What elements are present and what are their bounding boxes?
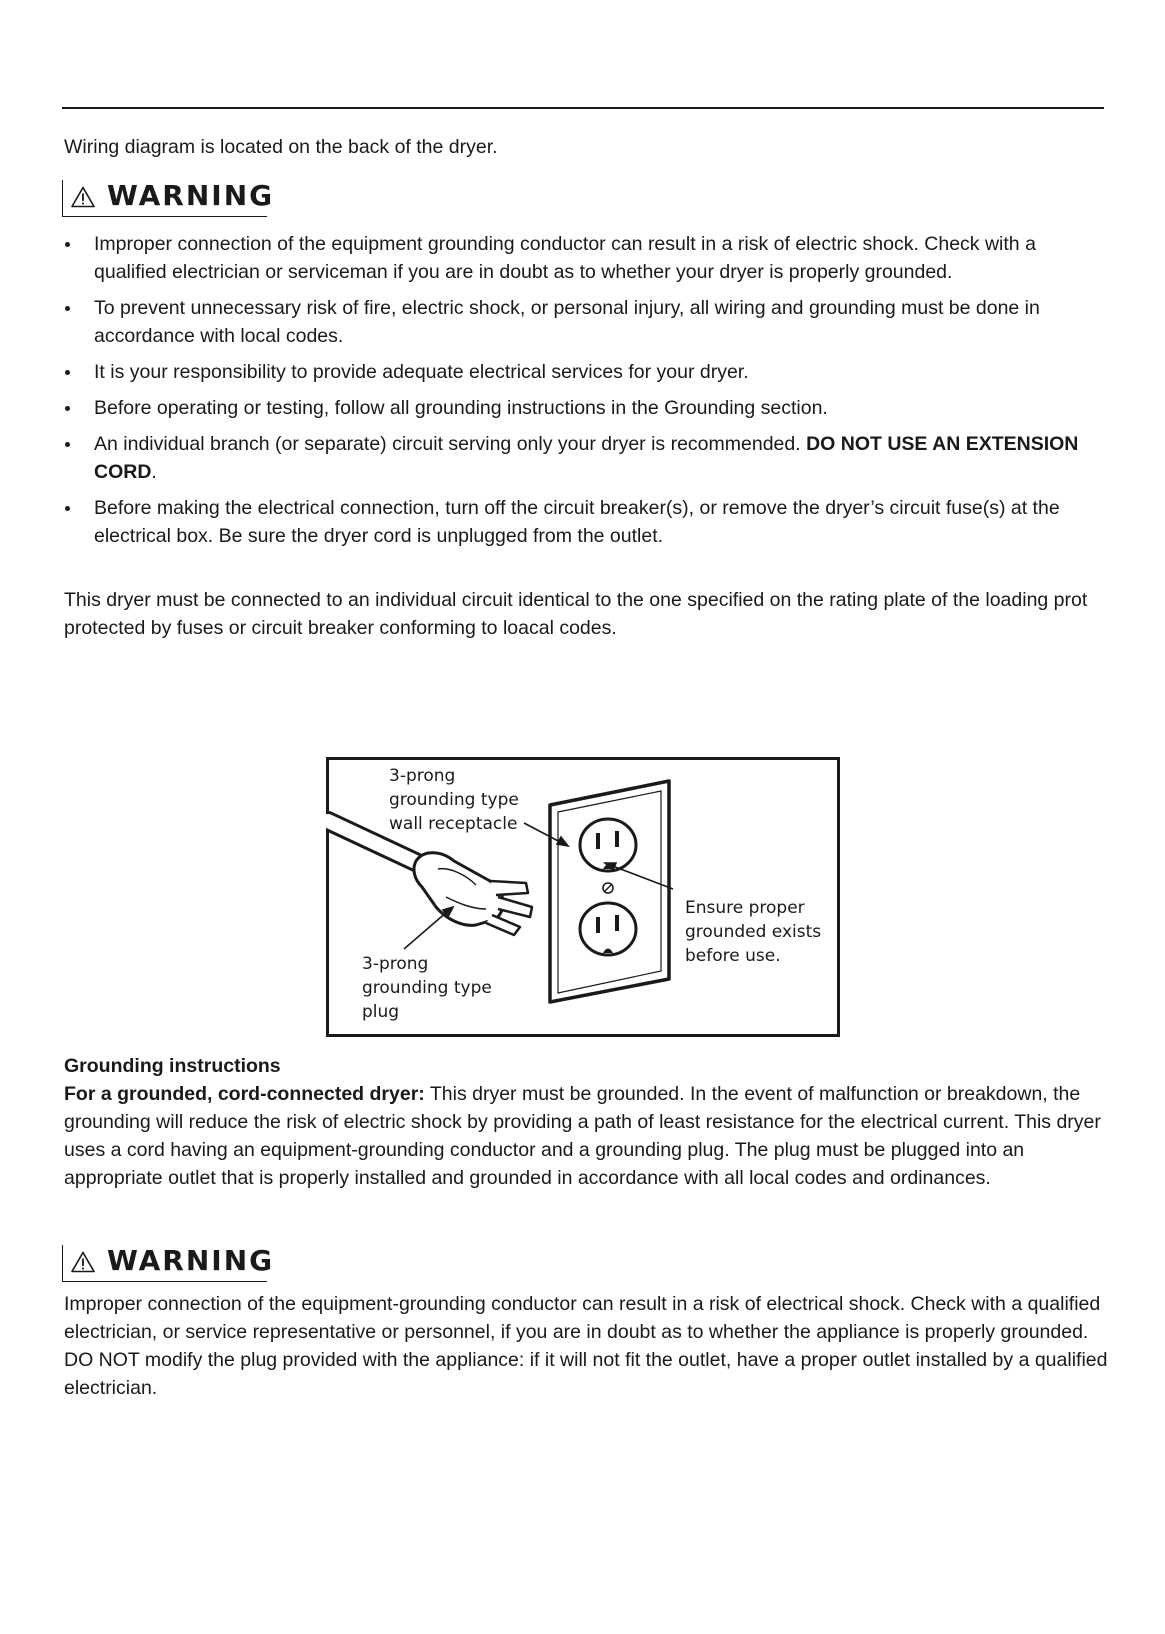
label-receptacle-line-3: wall receptacle — [389, 814, 518, 834]
label-ground-line-2: grounded exists — [685, 922, 822, 942]
bullet-item — [64, 394, 1104, 422]
bullet-text: Before making the electrical connection, turn off the circuit breaker(s), or remove the dryer’s circuit fuse(s) at the electrical box. Be sure the dryer cord is unplugged from the outlet. — [94, 497, 1060, 547]
label-plug-line-2: grounding type — [362, 978, 492, 998]
wall-plate-illustration — [550, 781, 669, 1002]
bullet-item — [64, 294, 1104, 350]
bullet-item — [64, 358, 1104, 386]
label-receptacle-line-2: grounding type — [389, 790, 519, 810]
label-receptacle-line-1: 3-prong — [389, 766, 456, 786]
bullet-item — [64, 430, 1104, 486]
label-plug-line-3: plug — [362, 1002, 400, 1022]
grounding-body: This dryer must be grounded. In the event of malfunction or breakdown, the grounding will reduce the risk of electric shock by providing a path of least resistance for the electrical current. This dryer uses a cord having an equipment-grounding conductor and a grounding plug. The plug must be plugged into an appropriate outlet that is properly installed and grounded in accordance with all local codes and ordinances. — [64, 1083, 1101, 1189]
circuit-paragraph: This dryer must be connected to an individual circuit identical to the one specified on the rating plate of the loading prot protected by fuses or circuit breaker conforming to loacal codes. — [64, 589, 1088, 639]
grounding-paragraph — [64, 1080, 1109, 1192]
plug-receptacle-figure — [326, 757, 840, 1037]
warning-bullet-list — [64, 230, 1104, 558]
bullet-text: Before operating or testing, follow all grounding instructions in the Grounding section. — [94, 397, 828, 419]
warning-heading-1 — [62, 179, 275, 217]
header-rule — [62, 107, 1104, 109]
warning-label: WARNING — [107, 1244, 275, 1277]
bullet-text: To prevent unnecessary risk of fire, electric shock, or personal injury, all wiring and grounding must be done in accordance with local codes. — [94, 297, 1040, 347]
bullet-bold-text: DO NOT USE AN EXTENSION CORD — [94, 433, 1079, 483]
warning-triangle-icon — [71, 1251, 95, 1273]
label-ground-line-3: before use. — [685, 946, 781, 966]
bullet-item — [64, 230, 1104, 286]
warning-heading-2 — [62, 1244, 275, 1282]
bullet-text-end: . — [151, 461, 157, 483]
warning-2-text: Improper connection of the equipment-grounding conductor can result in a risk of electrical shock. Check with a qualified electrician, or service representative or personnel, if you are in doubt as to whether the appliance is properly grounded. DO NOT modify the plug provided with the appliance: if it will not fit the outlet, have a proper outlet installed by a qualified electrician. — [64, 1293, 1108, 1399]
grounding-heading: Grounding instructions — [64, 1055, 281, 1077]
bullet-text: An individual branch (or separate) circuit serving only your dryer is recommended. — [94, 433, 807, 455]
bullet-text: It is your responsibility to provide adequate electrical services for your dryer. — [94, 361, 749, 383]
bullet-text: Improper connection of the equipment grounding conductor can result in a risk of electric shock. Check with a qualified electrician or serviceman if you are in doubt as to whether your dryer is properly grounded. — [94, 233, 1036, 283]
intro-text: Wiring diagram is located on the back of the dryer. — [64, 136, 498, 158]
bullet-item — [64, 494, 1104, 550]
label-ground-line-1: Ensure proper — [685, 898, 805, 918]
label-plug-line-1: 3-prong — [362, 954, 429, 974]
grounding-lead: For a grounded, cord-connected dryer: — [64, 1083, 425, 1105]
warning-label: WARNING — [107, 179, 275, 212]
warning-triangle-icon — [71, 186, 95, 208]
